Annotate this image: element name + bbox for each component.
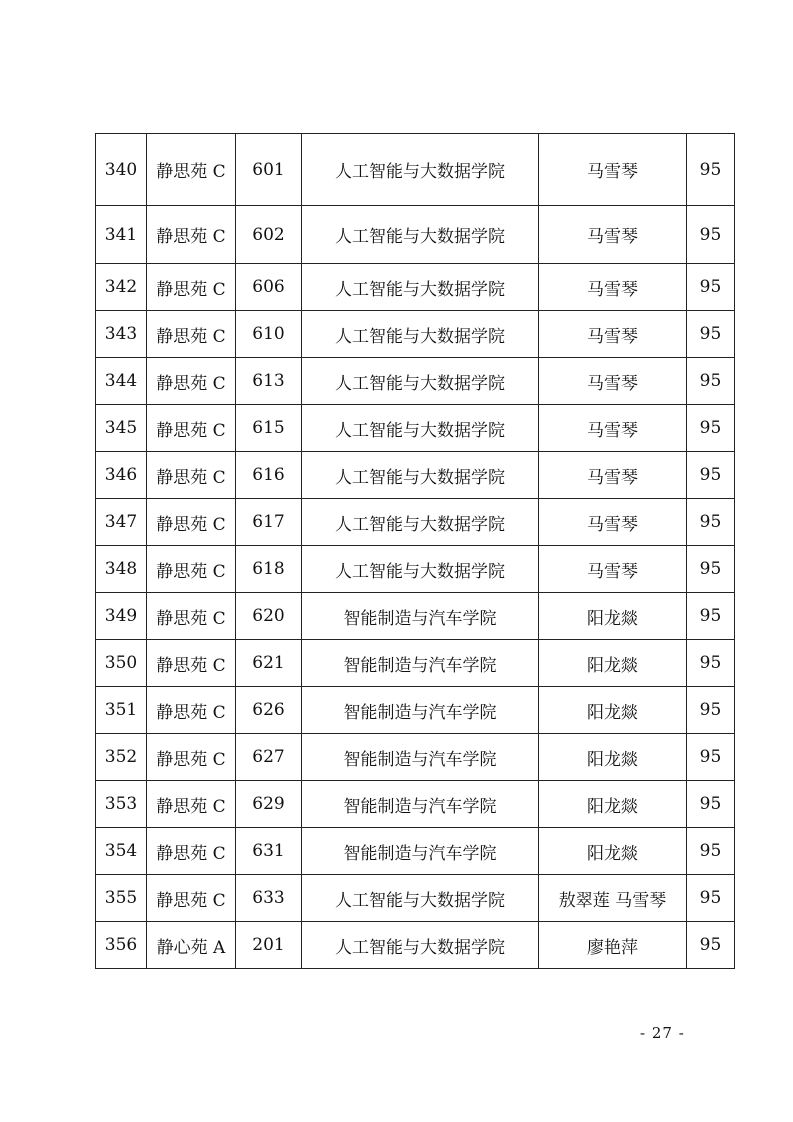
score-cell: 95 <box>687 593 735 640</box>
score-cell: 95 <box>687 546 735 593</box>
building-cell: 静心苑 A <box>147 922 236 969</box>
building-cell: 静思苑 C <box>147 499 236 546</box>
building-cell: 静思苑 C <box>147 264 236 311</box>
room-cell: 201 <box>236 922 302 969</box>
dormitory-score-table <box>95 133 735 969</box>
building-cell: 静思苑 C <box>147 875 236 922</box>
building-cell: 静思苑 C <box>147 640 236 687</box>
counselor-cell: 廖艳萍 <box>539 922 687 969</box>
table-row <box>96 405 735 452</box>
building-cell: 静思苑 C <box>147 734 236 781</box>
counselor-cell: 阳龙燚 <box>539 828 687 875</box>
counselor-cell: 阳龙燚 <box>539 781 687 828</box>
counselor-cell: 马雪琴 <box>539 264 687 311</box>
row-index-cell: 352 <box>96 734 147 781</box>
counselor-cell: 阳龙燚 <box>539 687 687 734</box>
college-cell: 人工智能与大数据学院 <box>302 452 539 499</box>
college-cell: 人工智能与大数据学院 <box>302 875 539 922</box>
table-row <box>96 546 735 593</box>
college-cell: 人工智能与大数据学院 <box>302 405 539 452</box>
score-cell: 95 <box>687 922 735 969</box>
building-cell: 静思苑 C <box>147 687 236 734</box>
score-cell: 95 <box>687 311 735 358</box>
row-index-cell: 340 <box>96 134 147 206</box>
college-cell: 人工智能与大数据学院 <box>302 546 539 593</box>
counselor-cell: 敖翠莲 马雪琴 <box>539 875 687 922</box>
row-index-cell: 343 <box>96 311 147 358</box>
table-row <box>96 593 735 640</box>
table-row <box>96 452 735 499</box>
building-cell: 静思苑 C <box>147 828 236 875</box>
counselor-cell: 马雪琴 <box>539 452 687 499</box>
college-cell: 人工智能与大数据学院 <box>302 206 539 264</box>
room-cell: 627 <box>236 734 302 781</box>
room-cell: 629 <box>236 781 302 828</box>
score-cell: 95 <box>687 405 735 452</box>
score-cell: 95 <box>687 828 735 875</box>
room-cell: 615 <box>236 405 302 452</box>
score-cell: 95 <box>687 358 735 405</box>
table-row <box>96 206 735 264</box>
table-body <box>96 134 735 969</box>
row-index-cell: 342 <box>96 264 147 311</box>
college-cell: 智能制造与汽车学院 <box>302 828 539 875</box>
table-row <box>96 311 735 358</box>
table-row <box>96 134 735 206</box>
room-cell: 601 <box>236 134 302 206</box>
building-cell: 静思苑 C <box>147 781 236 828</box>
college-cell: 人工智能与大数据学院 <box>302 922 539 969</box>
building-cell: 静思苑 C <box>147 405 236 452</box>
room-cell: 621 <box>236 640 302 687</box>
college-cell: 人工智能与大数据学院 <box>302 358 539 405</box>
counselor-cell: 马雪琴 <box>539 206 687 264</box>
row-index-cell: 347 <box>96 499 147 546</box>
table-row <box>96 687 735 734</box>
college-cell: 人工智能与大数据学院 <box>302 311 539 358</box>
counselor-cell: 阳龙燚 <box>539 640 687 687</box>
row-index-cell: 350 <box>96 640 147 687</box>
room-cell: 616 <box>236 452 302 499</box>
score-cell: 95 <box>687 499 735 546</box>
counselor-cell: 马雪琴 <box>539 499 687 546</box>
college-cell: 智能制造与汽车学院 <box>302 781 539 828</box>
table-row <box>96 828 735 875</box>
counselor-cell: 马雪琴 <box>539 358 687 405</box>
college-cell: 人工智能与大数据学院 <box>302 499 539 546</box>
row-index-cell: 353 <box>96 781 147 828</box>
row-index-cell: 355 <box>96 875 147 922</box>
score-cell: 95 <box>687 875 735 922</box>
row-index-cell: 346 <box>96 452 147 499</box>
college-cell: 人工智能与大数据学院 <box>302 134 539 206</box>
room-cell: 631 <box>236 828 302 875</box>
building-cell: 静思苑 C <box>147 206 236 264</box>
page-number: - 27 - <box>640 1024 685 1042</box>
row-index-cell: 351 <box>96 687 147 734</box>
score-cell: 95 <box>687 264 735 311</box>
building-cell: 静思苑 C <box>147 311 236 358</box>
building-cell: 静思苑 C <box>147 546 236 593</box>
room-cell: 606 <box>236 264 302 311</box>
counselor-cell: 阳龙燚 <box>539 734 687 781</box>
college-cell: 智能制造与汽车学院 <box>302 734 539 781</box>
room-cell: 617 <box>236 499 302 546</box>
table-row <box>96 264 735 311</box>
college-cell: 人工智能与大数据学院 <box>302 264 539 311</box>
table-row <box>96 499 735 546</box>
college-cell: 智能制造与汽车学院 <box>302 687 539 734</box>
room-cell: 626 <box>236 687 302 734</box>
college-cell: 智能制造与汽车学院 <box>302 640 539 687</box>
college-cell: 智能制造与汽车学院 <box>302 593 539 640</box>
row-index-cell: 344 <box>96 358 147 405</box>
table-row <box>96 922 735 969</box>
score-cell: 95 <box>687 452 735 499</box>
score-cell: 95 <box>687 134 735 206</box>
room-cell: 610 <box>236 311 302 358</box>
row-index-cell: 356 <box>96 922 147 969</box>
table-row <box>96 781 735 828</box>
row-index-cell: 354 <box>96 828 147 875</box>
room-cell: 618 <box>236 546 302 593</box>
counselor-cell: 马雪琴 <box>539 311 687 358</box>
row-index-cell: 345 <box>96 405 147 452</box>
score-cell: 95 <box>687 640 735 687</box>
table-row <box>96 640 735 687</box>
score-cell: 95 <box>687 206 735 264</box>
score-cell: 95 <box>687 781 735 828</box>
counselor-cell: 阳龙燚 <box>539 593 687 640</box>
row-index-cell: 348 <box>96 546 147 593</box>
room-cell: 602 <box>236 206 302 264</box>
row-index-cell: 341 <box>96 206 147 264</box>
building-cell: 静思苑 C <box>147 358 236 405</box>
room-cell: 633 <box>236 875 302 922</box>
table-row <box>96 358 735 405</box>
score-cell: 95 <box>687 734 735 781</box>
row-index-cell: 349 <box>96 593 147 640</box>
counselor-cell: 马雪琴 <box>539 546 687 593</box>
room-cell: 620 <box>236 593 302 640</box>
room-cell: 613 <box>236 358 302 405</box>
building-cell: 静思苑 C <box>147 452 236 499</box>
building-cell: 静思苑 C <box>147 593 236 640</box>
counselor-cell: 马雪琴 <box>539 405 687 452</box>
table-row <box>96 875 735 922</box>
score-cell: 95 <box>687 687 735 734</box>
table-row <box>96 734 735 781</box>
building-cell: 静思苑 C <box>147 134 236 206</box>
counselor-cell: 马雪琴 <box>539 134 687 206</box>
